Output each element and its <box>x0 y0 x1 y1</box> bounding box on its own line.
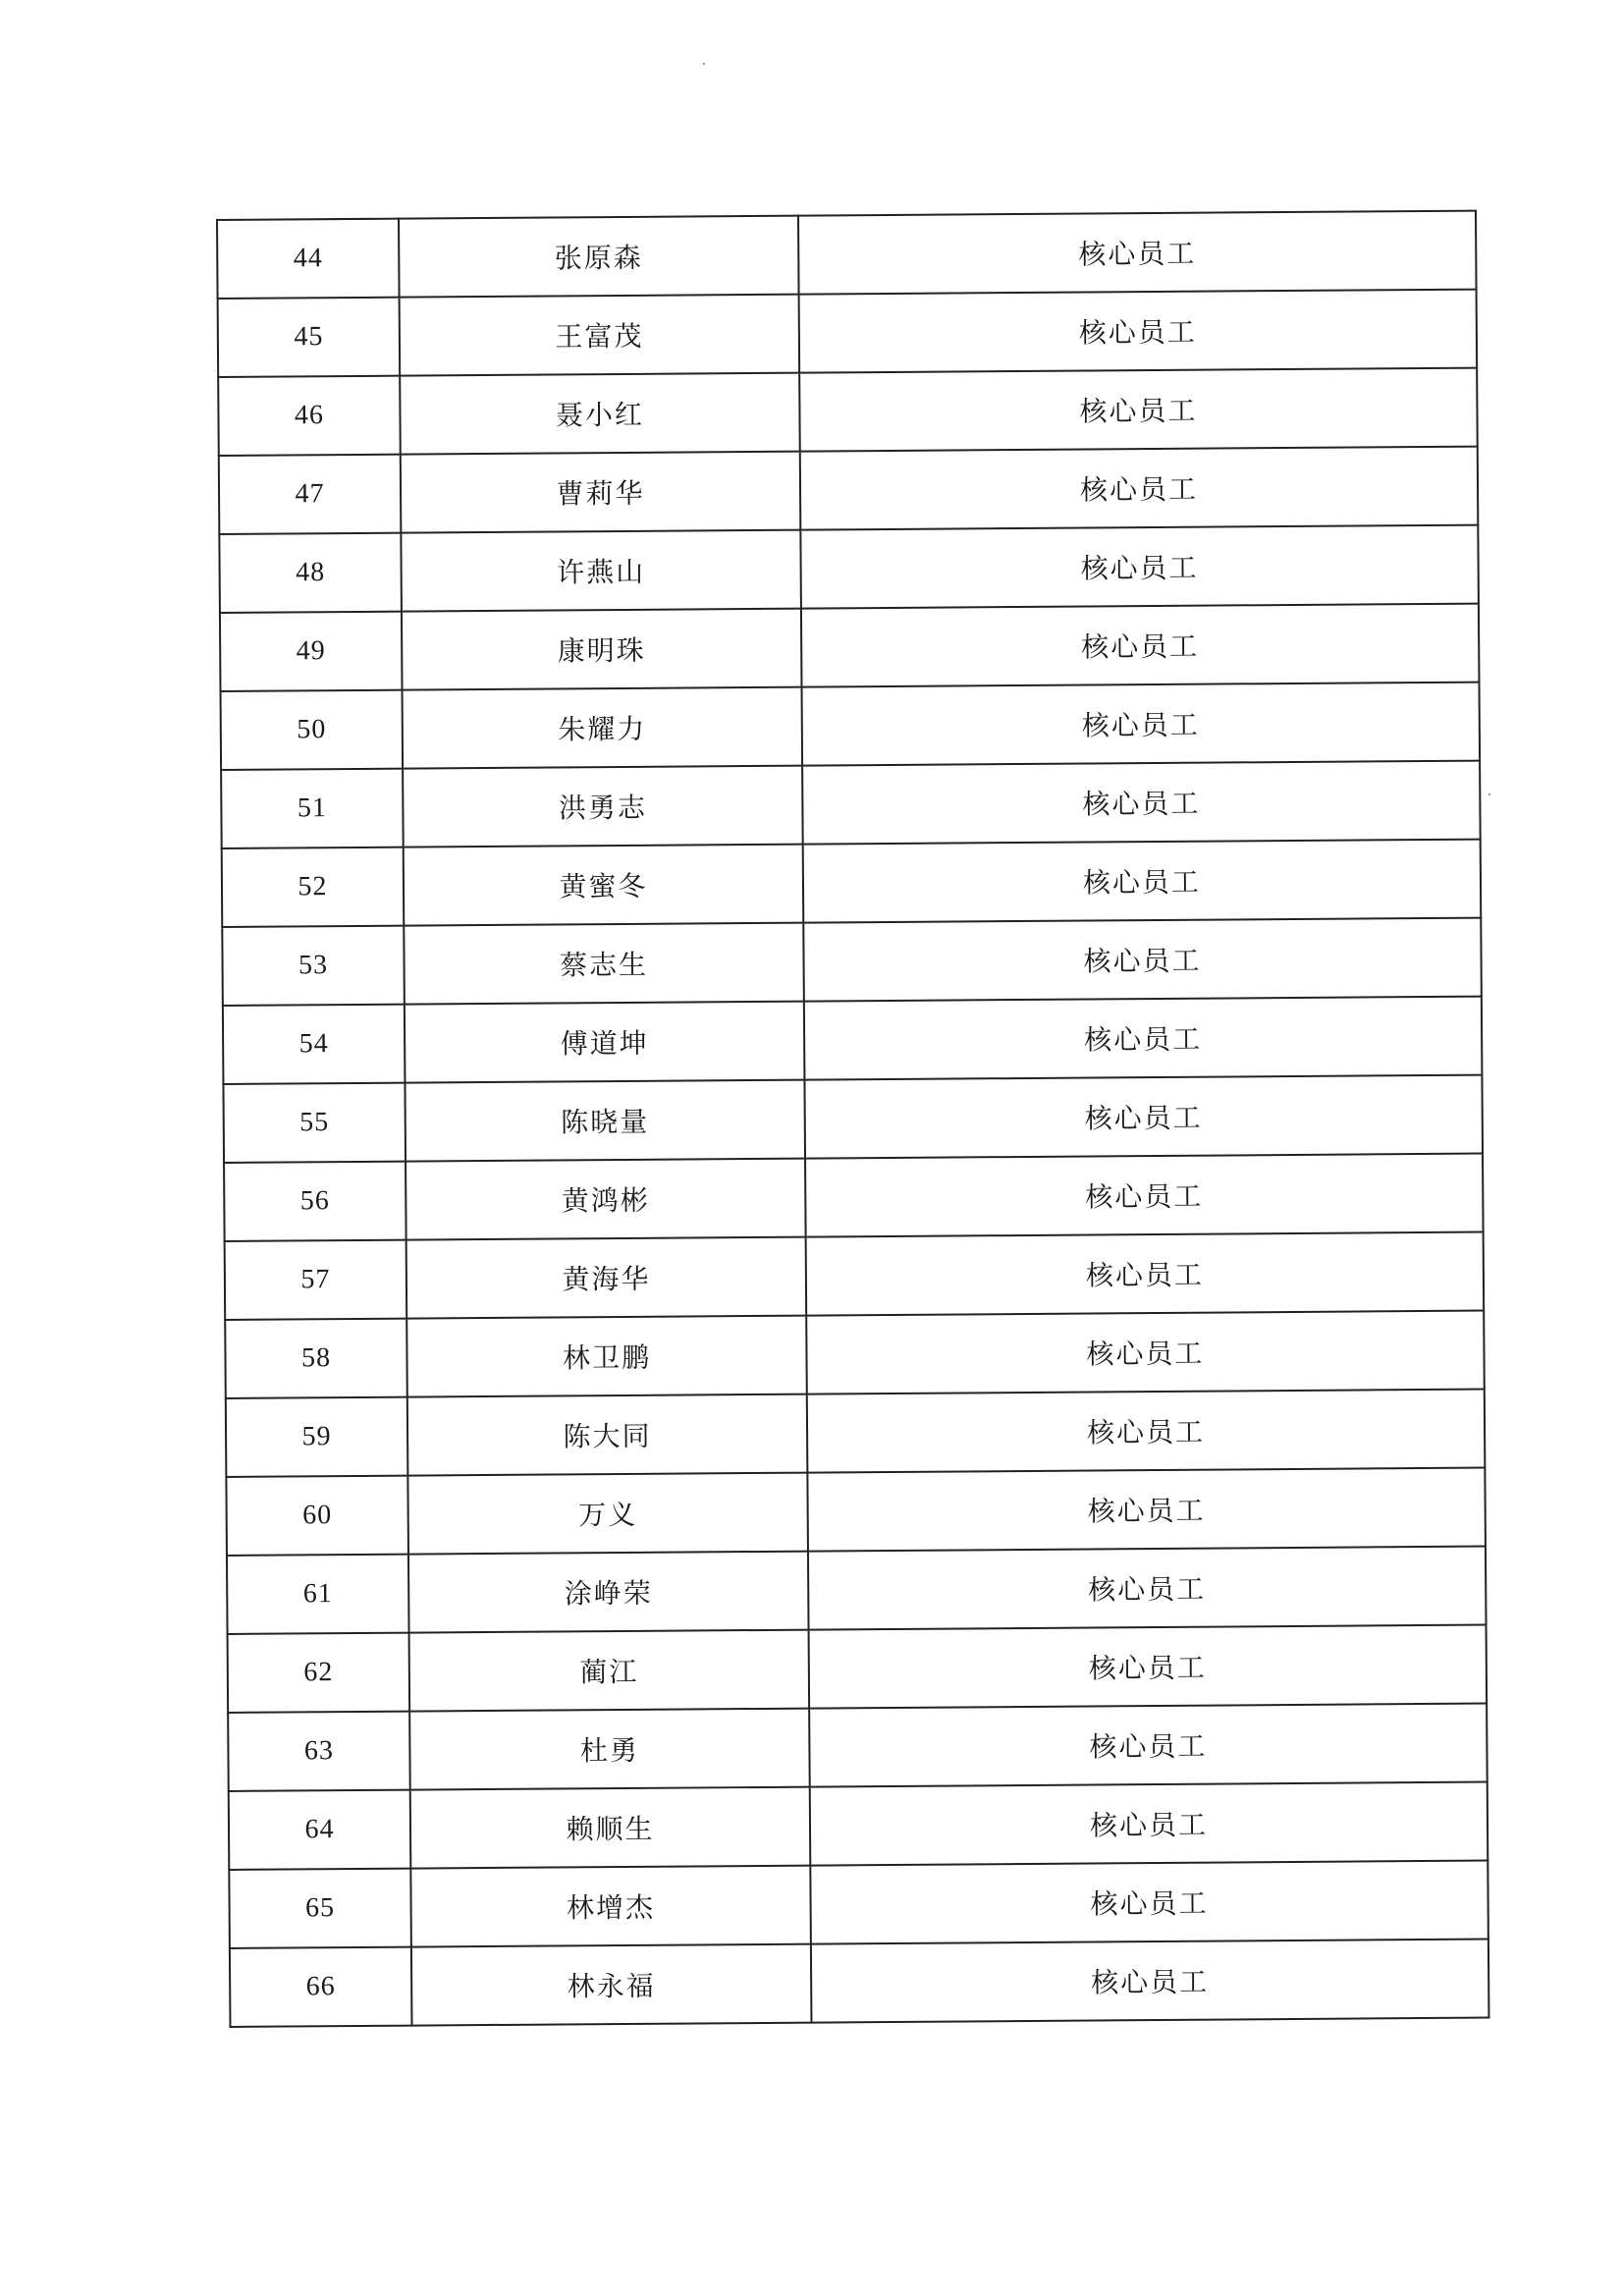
scan-speck <box>703 63 705 65</box>
name-cell: 陈大同 <box>407 1394 808 1476</box>
table-row <box>229 1861 1488 1948</box>
row-number-cell: 45 <box>218 298 401 377</box>
table-row <box>222 840 1482 927</box>
row-number-cell: 48 <box>219 533 402 613</box>
table-row <box>217 211 1477 299</box>
name-cell: 王富茂 <box>400 295 800 376</box>
table-row <box>225 1311 1485 1398</box>
roster-table-wrapper <box>216 210 1488 2028</box>
table-row <box>223 997 1483 1084</box>
role-cell: 核心员工 <box>810 1861 1488 1944</box>
row-number-cell: 47 <box>219 455 402 534</box>
role-cell: 核心员工 <box>807 1468 1486 1552</box>
row-number-cell: 53 <box>222 926 405 1006</box>
role-cell: 核心员工 <box>800 525 1479 609</box>
table-row <box>227 1547 1487 1634</box>
name-cell: 涂峥荣 <box>408 1552 809 1633</box>
row-number-cell: 55 <box>223 1083 406 1163</box>
role-cell: 核心员工 <box>801 604 1480 687</box>
role-cell: 核心员工 <box>799 368 1478 452</box>
role-cell: 核心员工 <box>805 1154 1484 1237</box>
table-row <box>223 1075 1483 1163</box>
name-cell: 黄鸿彬 <box>406 1159 806 1240</box>
role-cell: 核心员工 <box>799 290 1478 373</box>
name-cell: 许燕山 <box>401 530 801 612</box>
table-row <box>225 1232 1485 1320</box>
table-row <box>230 1940 1489 2027</box>
row-number-cell: 63 <box>228 1712 410 1791</box>
row-number-cell: 54 <box>223 1005 406 1084</box>
name-cell: 林永福 <box>411 1944 812 2026</box>
row-number-cell: 44 <box>217 219 400 299</box>
row-number-cell: 66 <box>230 1947 412 2027</box>
table-row <box>226 1468 1486 1556</box>
role-cell: 核心员工 <box>808 1547 1487 1630</box>
scan-speck <box>1488 793 1490 795</box>
row-number-cell: 56 <box>224 1162 406 1241</box>
row-number-cell: 59 <box>226 1397 408 1477</box>
role-cell: 核心员工 <box>802 683 1481 766</box>
role-cell: 核心员工 <box>800 447 1479 530</box>
role-cell: 核心员工 <box>806 1311 1485 1394</box>
name-cell: 傅道坤 <box>405 1002 805 1083</box>
name-cell: 黄蜜冬 <box>404 845 804 926</box>
roster-table-body <box>217 211 1488 2027</box>
row-number-cell: 61 <box>227 1555 409 1634</box>
name-cell: 林增杰 <box>410 1866 811 1947</box>
table-row <box>221 683 1481 770</box>
name-cell: 蔺江 <box>409 1630 810 1712</box>
row-number-cell: 52 <box>222 847 405 927</box>
name-cell: 赖顺生 <box>410 1787 811 1869</box>
table-row <box>221 761 1481 848</box>
roster-table <box>216 210 1489 2028</box>
role-cell: 核心员工 <box>798 211 1477 295</box>
name-cell: 陈晓量 <box>405 1080 805 1162</box>
name-cell: 杜勇 <box>409 1709 810 1790</box>
row-number-cell: 60 <box>226 1476 408 1556</box>
table-row <box>229 1782 1488 1870</box>
table-row <box>218 290 1478 377</box>
row-number-cell: 62 <box>228 1633 410 1713</box>
role-cell: 核心员工 <box>802 761 1481 845</box>
table-row <box>222 918 1482 1006</box>
name-cell: 朱耀力 <box>403 687 803 769</box>
table-row <box>224 1154 1484 1241</box>
table-row <box>218 368 1478 456</box>
role-cell: 核心员工 <box>804 997 1483 1080</box>
name-cell: 洪勇志 <box>403 766 803 847</box>
name-cell: 曹莉华 <box>401 452 801 533</box>
role-cell: 核心员工 <box>810 1782 1488 1866</box>
row-number-cell: 65 <box>229 1869 411 1948</box>
name-cell: 蔡志生 <box>404 923 804 1005</box>
table-row <box>220 604 1480 691</box>
row-number-cell: 57 <box>225 1240 407 1320</box>
role-cell: 核心员工 <box>803 918 1482 1002</box>
role-cell: 核心员工 <box>804 1075 1483 1159</box>
row-number-cell: 49 <box>220 612 403 691</box>
name-cell: 万义 <box>407 1473 808 1555</box>
row-number-cell: 50 <box>221 690 404 770</box>
role-cell: 核心员工 <box>811 1940 1489 2023</box>
table-row <box>219 525 1479 613</box>
name-cell: 张原森 <box>399 216 799 298</box>
role-cell: 核心员工 <box>803 840 1482 923</box>
name-cell: 聂小红 <box>400 373 800 455</box>
role-cell: 核心员工 <box>807 1390 1486 1473</box>
name-cell: 黄海华 <box>406 1237 807 1319</box>
row-number-cell: 51 <box>221 769 404 848</box>
row-number-cell: 46 <box>218 376 401 456</box>
name-cell: 康明珠 <box>402 609 802 690</box>
row-number-cell: 58 <box>225 1319 407 1398</box>
table-row <box>228 1625 1488 1713</box>
table-row <box>219 447 1479 534</box>
name-cell: 林卫鹏 <box>406 1316 807 1397</box>
table-row <box>226 1390 1486 1477</box>
role-cell: 核心员工 <box>809 1625 1488 1709</box>
role-cell: 核心员工 <box>809 1704 1488 1787</box>
role-cell: 核心员工 <box>806 1232 1485 1316</box>
table-row <box>228 1704 1488 1791</box>
row-number-cell: 64 <box>229 1790 411 1870</box>
